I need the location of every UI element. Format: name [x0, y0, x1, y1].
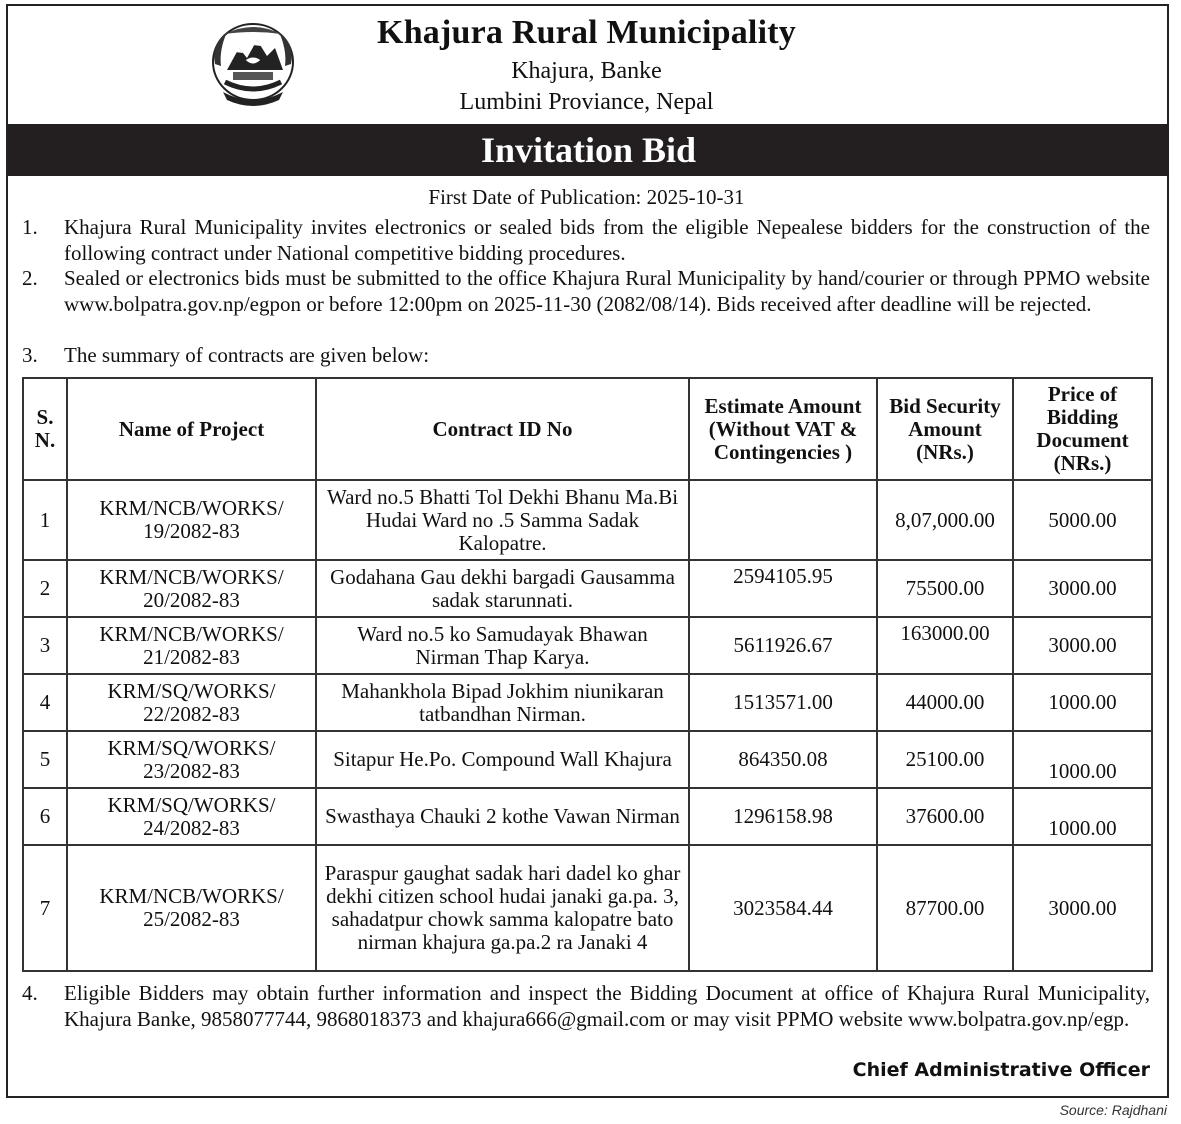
- cell-project: KRM/NCB/WORKS/ 25/2082-83: [67, 845, 316, 971]
- cell-project: KRM/NCB/WORKS/ 20/2082-83: [67, 560, 316, 617]
- notice-number: 3.: [22, 343, 38, 367]
- cell-estimate: 1513571.00: [689, 674, 877, 731]
- cell-price: 3000.00: [1013, 845, 1152, 971]
- municipality-address: Khajura, Banke: [511, 58, 662, 84]
- cell-contract: Godahana Gau dekhi bargadi Gausamma sadak starunnati.: [316, 560, 689, 617]
- municipality-name: Khajura Rural Municipality: [377, 14, 796, 51]
- cell-estimate: 3023584.44: [689, 845, 877, 971]
- cell-price: 1000.00: [1013, 788, 1152, 845]
- cell-contract: Ward no.5 ko Samudayak Bhawan Nirman Thap Karya.: [316, 617, 689, 674]
- cell-contract: Sitapur He.Po. Compound Wall Khajura: [316, 731, 689, 788]
- notice-item-3: [22, 343, 1150, 369]
- cell-sn: 7: [23, 845, 67, 971]
- notice-number: 4.: [22, 981, 38, 1005]
- cell-contract: Swasthaya Chauki 2 kothe Vawan Nirman: [316, 788, 689, 845]
- cell-security: 87700.00: [877, 845, 1013, 971]
- notice-text: Khajura Rural Municipality invites electronics or sealed bids from the eligible Nepealese bidders for the construction of the following contract under National competitive bidding procedures.: [64, 215, 1150, 265]
- notice-text: The summary of contracts are given below:: [64, 343, 430, 367]
- cell-estimate: [689, 480, 877, 560]
- contracts-table: [22, 377, 1153, 972]
- cell-security: 75500.00: [877, 560, 1013, 617]
- table-row: [23, 560, 1152, 617]
- cell-sn: 4: [23, 674, 67, 731]
- cell-price: 3000.00: [1013, 617, 1152, 674]
- cell-security: 25100.00: [877, 731, 1013, 788]
- table-header-row: [23, 378, 1152, 480]
- invitation-bid-banner: Invitation Bid: [8, 124, 1169, 176]
- cell-sn: 3: [23, 617, 67, 674]
- cell-security: 37600.00: [877, 788, 1013, 845]
- cell-estimate: 864350.08: [689, 731, 877, 788]
- cell-contract: Mahankhola Bipad Jokhim niunikaran tatbandhan Nirman.: [316, 674, 689, 731]
- notice-text: Sealed or electronics bids must be submitted to the office Khajura Rural Municipality by hand/courier or through PPMO website www.bolpatra.gov.np/egpon or before 12:00pm on 2025-11-30 (2082/08/14). Bids received after deadline will be rejected.: [64, 266, 1150, 316]
- notice-number: 2.: [22, 266, 38, 290]
- notice-number: 1.: [22, 215, 38, 239]
- cell-project: KRM/SQ/WORKS/ 24/2082-83: [67, 788, 316, 845]
- table-row: [23, 480, 1152, 560]
- cell-security: 44000.00: [877, 674, 1013, 731]
- cell-project: KRM/SQ/WORKS/ 22/2082-83: [67, 674, 316, 731]
- header-security: Bid Security Amount (NRs.): [877, 378, 1013, 480]
- header-contract: Contract ID No: [316, 378, 689, 480]
- cell-contract: Ward no.5 Bhatti Tol Dekhi Bhanu Ma.Bi Hudai Ward no .5 Samma Sadak Kalopatre.: [316, 480, 689, 560]
- publication-date: First Date of Publication: 2025-10-31: [428, 185, 745, 209]
- signature-title: Chief Administrative Officer: [852, 1059, 1150, 1081]
- source-credit: Source: Rajdhani: [1059, 1102, 1167, 1118]
- cell-estimate: 2594105.95: [689, 560, 877, 617]
- cell-contract: Paraspur gaughat sadak hari dadel ko ghar dekhi citizen school hudai janaki ga.pa. 3, sahadatpur chowk samma kalopatre bato nirman khajura ga.pa.2 ra Janaki 4: [316, 845, 689, 971]
- cell-security: 163000.00: [877, 617, 1013, 674]
- cell-project: KRM/NCB/WORKS/ 21/2082-83: [67, 617, 316, 674]
- cell-price: 5000.00: [1013, 480, 1152, 560]
- cell-sn: 2: [23, 560, 67, 617]
- cell-price: 1000.00: [1013, 674, 1152, 731]
- notice-text: Eligible Bidders may obtain further information and inspect the Bidding Document at office of Khajura Rural Municipality, Khajura Banke, 9858077744, 9868018373 and khajura666@gmail.com or may visit PPMO website www.bolpatra.gov.np/egp.: [64, 981, 1150, 1031]
- cell-sn: 6: [23, 788, 67, 845]
- table-row: [23, 617, 1152, 674]
- cell-sn: 1: [23, 480, 67, 560]
- header-estimate: Estimate Amount (Without VAT & Contingencies ): [689, 378, 877, 480]
- cell-project: KRM/SQ/WORKS/ 23/2082-83: [67, 731, 316, 788]
- cell-price: 3000.00: [1013, 560, 1152, 617]
- cell-sn: 5: [23, 731, 67, 788]
- notice-item-1: [22, 215, 1150, 266]
- cell-security: 8,07,000.00: [877, 480, 1013, 560]
- table-row: [23, 731, 1152, 788]
- header-price: Price of Bidding Document (NRs.): [1013, 378, 1152, 480]
- table-row: [23, 788, 1152, 845]
- table-row: [23, 674, 1152, 731]
- table-row: [23, 845, 1152, 971]
- header-sn: S. N.: [23, 378, 67, 480]
- header-project: Name of Project: [67, 378, 316, 480]
- cell-price: 1000.00: [1013, 731, 1152, 788]
- notice-item-2: [22, 266, 1150, 317]
- cell-estimate: 5611926.67: [689, 617, 877, 674]
- notice-item-4: [22, 981, 1150, 1032]
- cell-project: KRM/NCB/WORKS/ 19/2082-83: [67, 480, 316, 560]
- cell-estimate: 1296158.98: [689, 788, 877, 845]
- municipality-province: Lumbini Proviance, Nepal: [459, 89, 714, 115]
